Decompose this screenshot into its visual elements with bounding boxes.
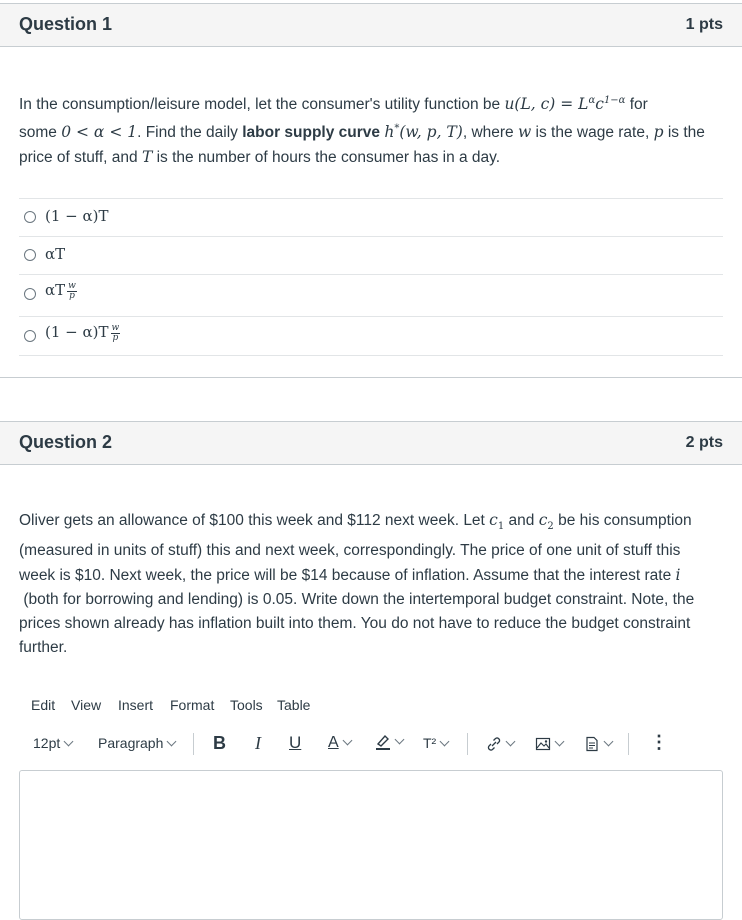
link-icon	[486, 736, 502, 752]
text-color-button[interactable]: A	[328, 734, 351, 752]
document-icon	[584, 736, 600, 752]
toolbar-divider	[193, 733, 194, 755]
radio-button-3[interactable]	[24, 288, 36, 300]
superscript-button[interactable]: T²	[423, 735, 448, 751]
toolbar-divider	[628, 733, 629, 755]
labor-supply-bold: labor supply curve	[242, 124, 381, 142]
radio-button-4[interactable]	[24, 330, 36, 342]
menu-view[interactable]: View	[71, 697, 102, 713]
question-2-header	[0, 421, 742, 465]
answer-editor-textarea[interactable]	[19, 770, 723, 920]
answer-label-3: αT $\frac{w}{p}$	[45, 280, 76, 301]
paragraph-format-dropdown[interactable]: Paragraph	[98, 735, 175, 751]
question-1-text: In the consumption/leisure model, let the consumer's utility function be u(L, $c) = L^\alpha c^{1-\alpha}$ for some 0 < α < 1. Find the daily labor supply curve h*(w, p, T), where w is the wage rate, p is the price of stuff, and T is the number of hours the consumer has in a day.	[19, 95, 705, 167]
chevron-down-icon	[167, 737, 177, 747]
question-2-title: Question 2	[19, 432, 113, 452]
answer-option-1[interactable]	[19, 198, 723, 236]
question-1-header	[0, 3, 742, 47]
question-1-bottom-border	[0, 377, 742, 378]
radio-button-2[interactable]	[24, 249, 36, 261]
underline-button[interactable]: U	[289, 733, 302, 752]
chevron-down-icon	[555, 737, 565, 747]
image-icon	[535, 736, 551, 752]
link-button[interactable]	[486, 735, 514, 752]
chevron-down-icon	[440, 737, 450, 747]
question-2-points: 2 pts	[685, 434, 723, 451]
answer-option-3[interactable]	[19, 274, 723, 316]
chevron-down-icon	[506, 737, 516, 747]
menu-edit[interactable]: Edit	[31, 697, 56, 713]
question-1-title: Question 1	[19, 14, 113, 34]
answer-option-2[interactable]	[19, 236, 723, 274]
menu-format[interactable]: Format	[170, 697, 215, 713]
menu-table[interactable]: Table	[277, 697, 311, 713]
answer-label-2: αT	[45, 245, 66, 263]
question-1-points: 1 pts	[685, 16, 723, 33]
image-button[interactable]	[535, 735, 563, 752]
italic-button[interactable]: I	[255, 733, 261, 753]
bold-button[interactable]: B	[213, 733, 226, 753]
answer-label-4: (1 − α)T $\frac{w}{p}$	[45, 322, 120, 343]
answer-option-4[interactable]	[19, 316, 723, 356]
answer-label-1: (1 − α)T	[45, 207, 109, 225]
highlight-color-button[interactable]	[375, 733, 403, 751]
more-options-button[interactable]: ⋮	[650, 732, 668, 752]
toolbar-divider	[467, 733, 468, 755]
highlighter-icon	[375, 733, 391, 751]
question-2-text: Oliver gets an allowance of $100 this week and $112 next week. Let $c_1$ and $c_2$ be his consumption (measured in units of stuff) this and next week, correspondingly. The price of one unit of stuff this week is $10. Next week, the price will be $14 because of inflation. Assume that the interest rate i (both for borrowing and lending) is 0.05. Write down the intertemporal budget constraint. Note, the prices shown already has inflation built into them. You do not have to reduce the budget constraint further.	[19, 511, 695, 657]
chevron-down-icon	[342, 736, 352, 746]
chevron-down-icon	[64, 737, 74, 747]
font-size-dropdown[interactable]: 12pt	[33, 735, 72, 751]
document-button[interactable]	[584, 735, 612, 752]
radio-button-1[interactable]	[24, 211, 36, 223]
chevron-down-icon	[604, 737, 614, 747]
menu-tools[interactable]: Tools	[230, 697, 263, 713]
menu-insert[interactable]: Insert	[118, 697, 154, 713]
chevron-down-icon	[395, 735, 405, 745]
